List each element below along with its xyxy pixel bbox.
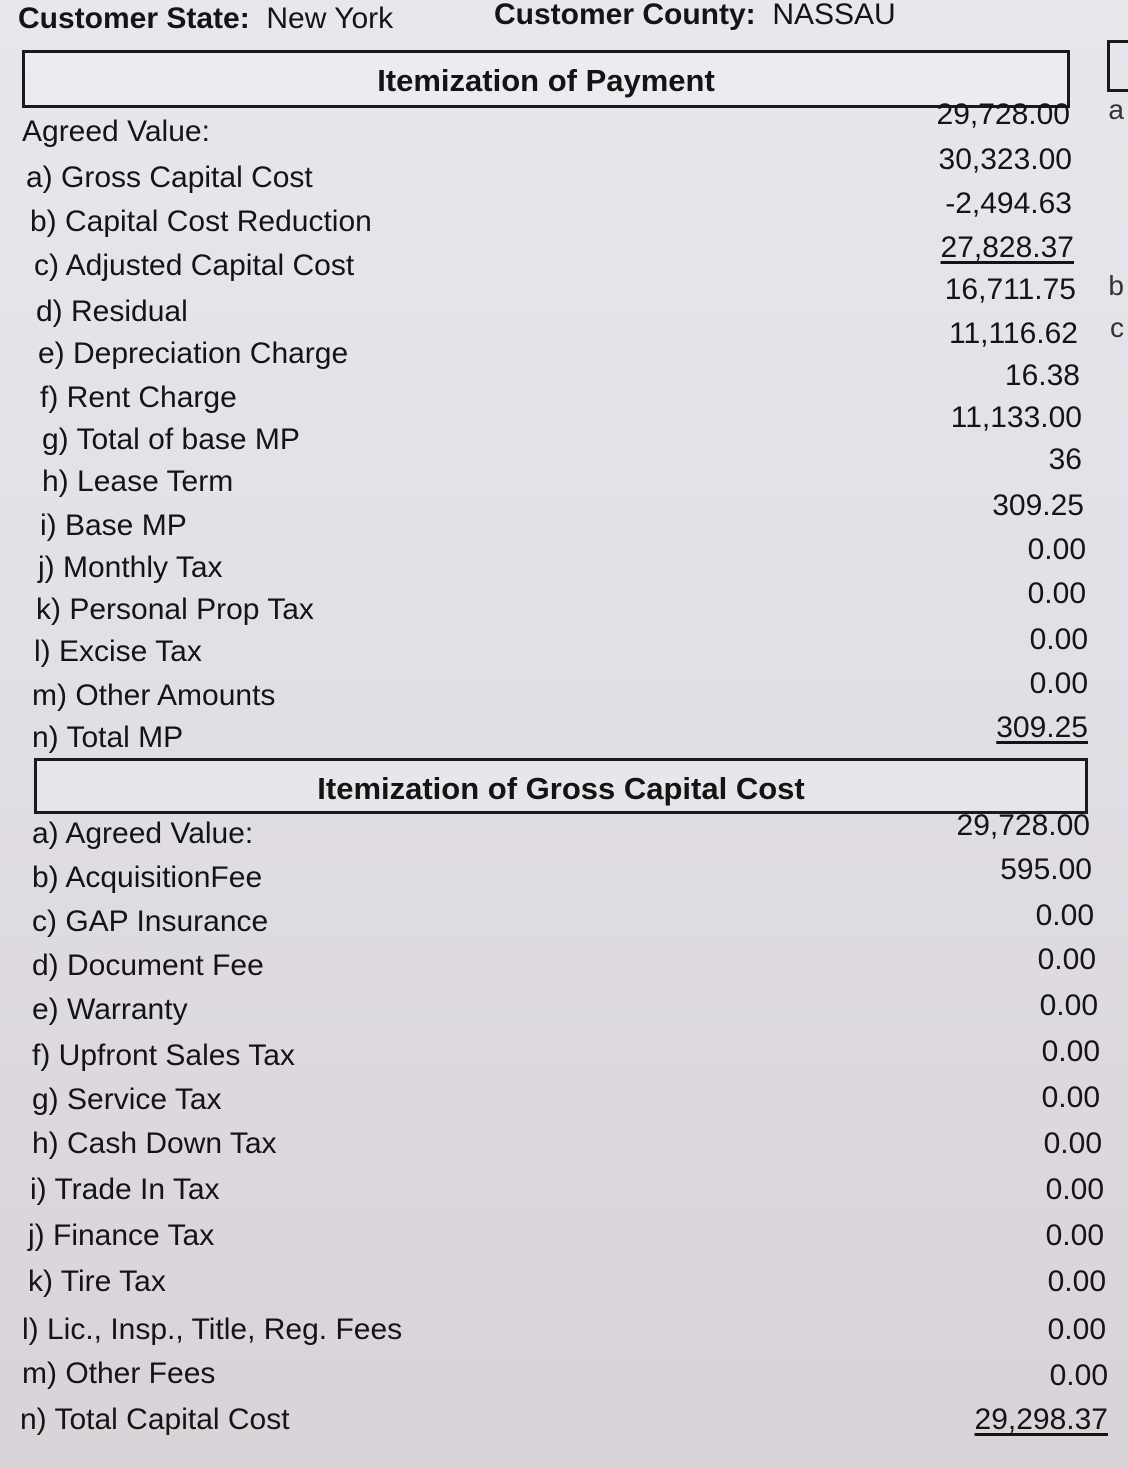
- customer-state-value: New York: [266, 2, 394, 35]
- gross-capital-section-title: [34, 758, 1088, 814]
- gross_capital-row-label: g) Service Tax: [32, 1083, 222, 1116]
- gross_capital-row-value: 0.00: [1043, 1127, 1102, 1160]
- payment-row-value: 309.25: [992, 489, 1084, 522]
- payment-row-label: h) Lease Term: [42, 465, 234, 498]
- payment-row-label: c) Adjusted Capital Cost: [34, 249, 355, 282]
- payment-row-label: m) Other Amounts: [32, 679, 276, 712]
- gross_capital-row-label: d) Document Fee: [32, 949, 264, 982]
- edge-mark-c: c: [1110, 312, 1124, 343]
- gross_capital-row-label: a) Agreed Value:: [32, 817, 254, 850]
- payment-row-value: 36: [1048, 443, 1082, 476]
- payment-row-value: 16.38: [1004, 359, 1080, 392]
- payment-row-value: 11,133.00: [950, 401, 1082, 434]
- payment-row-value: 0.00: [1029, 667, 1088, 700]
- gross_capital-row-label: m) Other Fees: [22, 1357, 216, 1390]
- gross_capital-row-value: 595.00: [1000, 853, 1092, 886]
- gross_capital-row-value: 0.00: [1039, 989, 1098, 1022]
- payment-row-label: d) Residual: [36, 295, 188, 328]
- payment-row-label: e) Depreciation Charge: [38, 337, 349, 370]
- gross_capital-row-value: 29,728.00: [956, 809, 1090, 842]
- payment-row-value: 29,728.00: [936, 98, 1070, 131]
- payment-row-label: b) Capital Cost Reduction: [30, 205, 372, 238]
- gross_capital-row-label: n) Total Capital Cost: [20, 1403, 290, 1436]
- payment-row-label: l) Excise Tax: [34, 635, 202, 668]
- gross_capital-row-value: 0.00: [1045, 1219, 1104, 1252]
- payment-row-label: f) Rent Charge: [40, 381, 237, 414]
- payment-row-value: 0.00: [1029, 623, 1088, 656]
- payment-section-title: [22, 50, 1070, 108]
- edge-box-fragment: [1107, 40, 1128, 92]
- gross-capital-section-title-text: Itemization of Gross Capital Cost: [317, 771, 805, 806]
- customer-county-label: Customer County:: [494, 0, 756, 31]
- payment-row-value: 16,711.75: [944, 273, 1076, 306]
- gross_capital-row-label: f) Upfront Sales Tax: [32, 1039, 295, 1072]
- gross_capital-row-value: 0.00: [1045, 1173, 1104, 1206]
- payment-section-title-text: Itemization of Payment: [377, 63, 715, 98]
- gross_capital-row-label: k) Tire Tax: [28, 1265, 166, 1298]
- payment-row-label: a) Gross Capital Cost: [26, 161, 313, 194]
- gross_capital-row-value: 0.00: [1047, 1265, 1106, 1298]
- customer-state: [18, 2, 393, 36]
- gross_capital-row-value: 29,298.37: [974, 1403, 1108, 1436]
- payment-row-value: 30,323.00: [938, 143, 1072, 176]
- payment-row-value: 309.25: [996, 711, 1088, 744]
- gross_capital-row-label: j) Finance Tax: [28, 1219, 215, 1252]
- payment-row-value: -2,494.63: [945, 187, 1072, 220]
- payment-row-value: 11,116.62: [948, 317, 1078, 350]
- customer-state-label: Customer State:: [18, 2, 250, 35]
- gross_capital-row-value: 0.00: [1049, 1359, 1108, 1392]
- payment-row-label: k) Personal Prop Tax: [36, 593, 314, 626]
- gross_capital-row-value: 0.00: [1037, 943, 1096, 976]
- gross_capital-row-label: i) Trade In Tax: [30, 1173, 220, 1206]
- payment-row-label: g) Total of base MP: [42, 423, 300, 456]
- payment-row-label: n) Total MP: [32, 721, 184, 754]
- gross_capital-row-label: b) AcquisitionFee: [32, 861, 263, 894]
- gross_capital-row-label: e) Warranty: [32, 993, 188, 1026]
- gross_capital-row-label: c) GAP Insurance: [32, 905, 269, 938]
- gross_capital-row-label: l) Lic., Insp., Title, Reg. Fees: [22, 1313, 403, 1346]
- edge-mark-a: a: [1108, 94, 1124, 125]
- gross_capital-row-value: 0.00: [1041, 1035, 1100, 1068]
- payment-row-label: Agreed Value:: [22, 115, 210, 148]
- gross_capital-row-value: 0.00: [1041, 1081, 1100, 1114]
- payment-row-value: 27,828.37: [940, 231, 1074, 264]
- payment-row-value: 0.00: [1027, 533, 1086, 566]
- payment-row-label: j) Monthly Tax: [38, 551, 223, 584]
- edge-mark-b: b: [1108, 270, 1124, 301]
- gross_capital-row-value: 0.00: [1035, 899, 1094, 932]
- customer-county: [494, 0, 896, 32]
- gross_capital-row-value: 0.00: [1047, 1313, 1106, 1346]
- gross_capital-row-label: h) Cash Down Tax: [32, 1127, 277, 1160]
- payment-row-label: i) Base MP: [40, 509, 187, 542]
- customer-county-value: NASSAU: [772, 0, 896, 31]
- payment-row-value: 0.00: [1027, 577, 1086, 610]
